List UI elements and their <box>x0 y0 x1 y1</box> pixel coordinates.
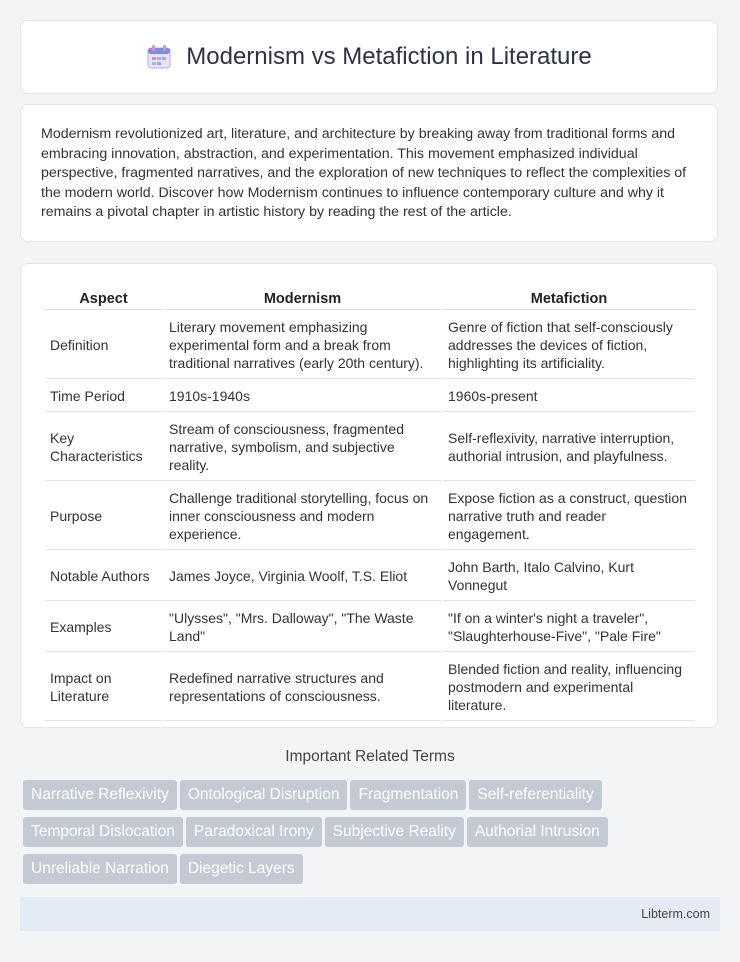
cell-aspect: Key Characteristics <box>45 414 162 481</box>
cell-aspect: Notable Authors <box>45 552 162 601</box>
related-term-tag[interactable]: Paradoxical Irony <box>186 817 322 847</box>
related-terms-title: Important Related Terms <box>285 748 455 765</box>
table-row <box>45 483 695 550</box>
related-term-tag[interactable]: Narrative Reflexivity <box>23 780 177 810</box>
page-title: Modernism vs Metafiction in Literature <box>186 43 592 70</box>
table-header-row <box>45 284 695 310</box>
cell-metafiction: 1960s-present <box>443 381 695 412</box>
related-term-tag[interactable]: Authorial Intrusion <box>467 817 608 847</box>
header-modernism: Modernism <box>164 284 441 310</box>
cell-aspect: Definition <box>45 312 162 379</box>
cell-aspect: Impact on Literature <box>45 654 162 721</box>
cell-metafiction: Genre of fiction that self-consciously addresses the devices of fiction, highlighting its artificiality. <box>443 312 695 379</box>
header-metafiction: Metafiction <box>443 284 695 310</box>
related-terms-list <box>23 780 723 891</box>
related-term-tag[interactable]: Unreliable Narration <box>23 854 177 884</box>
cell-modernism: Literary movement emphasizing experimental form and a break from traditional narratives (early 20th century). <box>164 312 441 379</box>
cell-modernism: "Ulysses", "Mrs. Dalloway", "The Waste Land" <box>164 603 441 652</box>
cell-modernism: 1910s-1940s <box>164 381 441 412</box>
related-term-tag[interactable]: Temporal Dislocation <box>23 817 183 847</box>
cell-modernism: Redefined narrative structures and representations of consciousness. <box>164 654 441 721</box>
cell-metafiction: "If on a winter's night a traveler", "Slaughterhouse-Five", "Pale Fire" <box>443 603 695 652</box>
related-term-tag[interactable]: Diegetic Layers <box>180 854 303 884</box>
table-row <box>45 552 695 601</box>
table-row <box>45 603 695 652</box>
cell-modernism: Challenge traditional storytelling, focus on inner consciousness and modern experience. <box>164 483 441 550</box>
footer-brand-link[interactable]: Libterm.com <box>641 907 710 921</box>
footer <box>20 897 720 931</box>
intro-paragraph: Modernism revolutionized art, literature, and architecture by breaking away from traditional forms and embracing innovation, abstraction, and experimentation. This movement emphasized individual perspective, fragmented narratives, and the exploration of new techniques to reflect the complexities of the modern world. Discover how Modernism continues to influence contemporary culture and why it remains a pivotal chapter in artistic history by reading the rest of the article. <box>20 104 718 242</box>
comparison-table-card <box>20 263 718 728</box>
cell-metafiction: Blended fiction and reality, influencing postmodern and experimental literature. <box>443 654 695 721</box>
cell-metafiction: Self-reflexivity, narrative interruption, authorial intrusion, and playfulness. <box>443 414 695 481</box>
table-row <box>45 414 695 481</box>
cell-aspect: Time Period <box>45 381 162 412</box>
cell-metafiction: John Barth, Italo Calvino, Kurt Vonnegut <box>443 552 695 601</box>
table-row <box>45 654 695 721</box>
cell-aspect: Examples <box>45 603 162 652</box>
comparison-table <box>43 282 697 723</box>
table-row <box>45 312 695 379</box>
related-term-tag[interactable]: Subjective Reality <box>325 817 464 847</box>
related-term-tag[interactable]: Self-referentiality <box>469 780 601 810</box>
cell-modernism: James Joyce, Virginia Woolf, T.S. Eliot <box>164 552 441 601</box>
cell-modernism: Stream of consciousness, fragmented narrative, symbolism, and subjective reality. <box>164 414 441 481</box>
table-row <box>45 381 695 412</box>
related-term-tag[interactable]: Fragmentation <box>350 780 466 810</box>
page-header <box>20 20 718 94</box>
calendar-icon <box>146 44 172 70</box>
cell-aspect: Purpose <box>45 483 162 550</box>
related-term-tag[interactable]: Ontological Disruption <box>180 780 348 810</box>
header-aspect: Aspect <box>45 284 162 310</box>
cell-metafiction: Expose fiction as a construct, question narrative truth and reader engagement. <box>443 483 695 550</box>
